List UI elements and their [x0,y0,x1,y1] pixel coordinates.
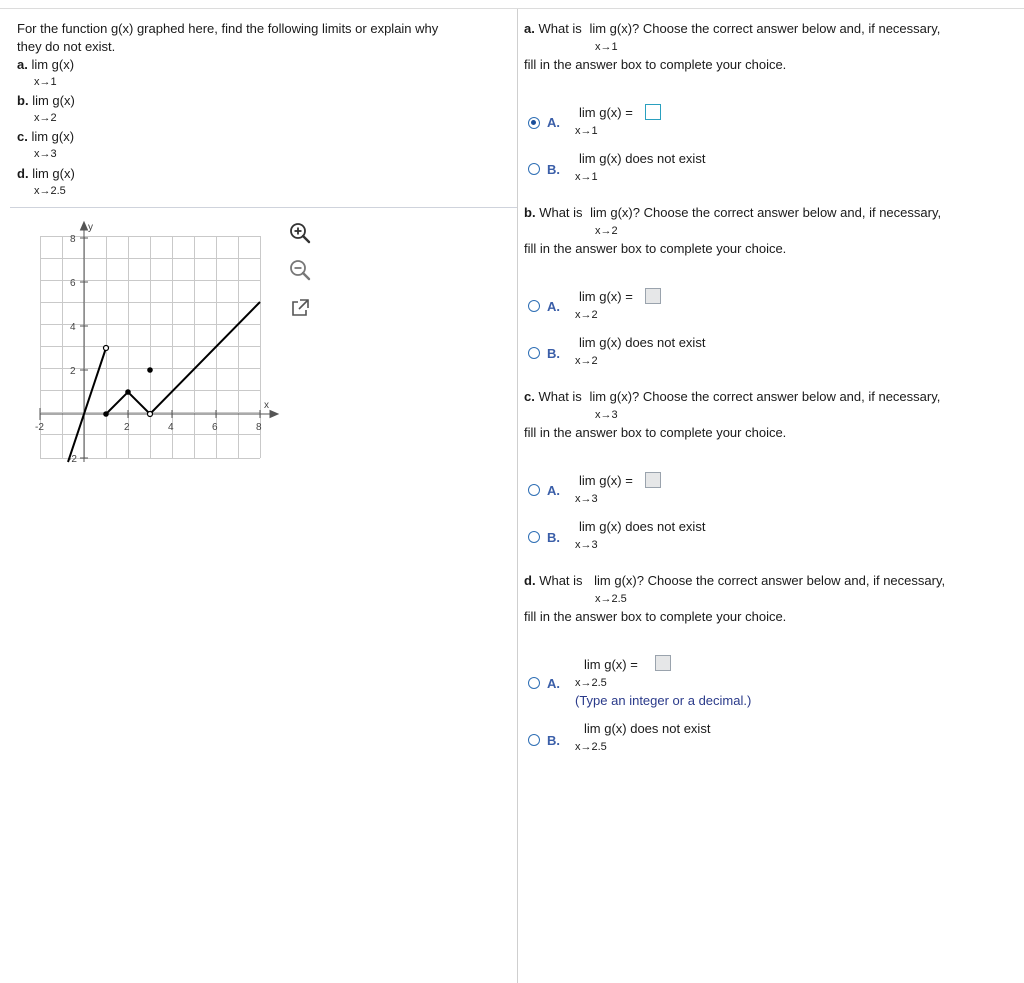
question-prefix: What is [539,205,583,220]
question-b-prompt [524,205,941,220]
question-c-prompt [524,389,940,404]
open-point [104,346,109,351]
option-b-label: B. [547,733,560,748]
question-d-approach: x→2.5 [595,593,627,605]
option-b-radio[interactable] [528,163,540,175]
x-tick-label: -2 [35,422,44,433]
option-a-approach: x→2 [575,309,598,321]
question-lim: lim g(x)? [589,389,640,404]
question-a-prompt [524,21,940,36]
zoom-in-icon [288,221,312,245]
question-d-prompt [524,573,945,588]
option-a-approach: x→1 [575,125,598,137]
question-c-line2: fill in the answer box to complete your choice. [524,425,787,440]
option-b-approach: x→3 [575,539,598,551]
option-b-approach: x→2.5 [575,741,607,753]
curve-segment [106,302,260,414]
question-label: c. [524,389,535,404]
part-label: b. [17,93,29,108]
option-a-label: A. [547,299,560,314]
option-a-text: lim g(x) = [579,473,633,488]
x-axis-label: x [264,400,269,411]
function-graph [30,218,280,468]
part-c-approach: x→3 [34,148,57,160]
option-a-label: A. [547,115,560,130]
zoom-out-icon [288,258,312,282]
option-b-approach: x→2 [575,355,598,367]
zoom-in-button[interactable] [288,221,312,245]
question-label: d. [524,573,536,588]
option-a-radio[interactable] [528,117,540,129]
option-b-radio[interactable] [528,734,540,746]
answer-input[interactable] [645,472,661,488]
option-b-text: lim g(x) does not exist [584,721,711,736]
y-tick-label: 6 [70,278,76,289]
y-axis-label: y [88,222,93,233]
part-label: a. [17,57,28,72]
x-tick-label: 6 [212,422,218,433]
option-a-text: lim g(x) = [579,105,633,120]
part-expr: lim g(x) [31,57,75,72]
option-b-label: B. [547,162,560,177]
question-lim: lim g(x)? [594,573,644,588]
question-label: a. [524,21,535,36]
answer-input[interactable] [645,104,661,120]
part-label: d. [17,166,29,181]
question-prefix: What is [539,573,583,588]
option-b-label: B. [547,346,560,361]
closed-point [147,367,153,373]
problem-intro-line2: they do not exist. [17,39,116,54]
problem-intro-line1: For the function g(x) graphed here, find the following limits or explain why [17,21,439,36]
y-tick-label: 4 [70,322,76,333]
question-lim: lim g(x)? [589,21,640,36]
top-border [0,8,1024,9]
option-a-radio[interactable] [528,484,540,496]
function-curve [68,302,260,462]
part-b [17,93,75,108]
graph-grid [40,236,261,459]
question-a-approach: x→1 [595,41,618,53]
part-label: c. [17,129,28,144]
part-a [17,57,74,72]
option-b-text: lim g(x) does not exist [579,151,706,166]
x-tick-label: 2 [124,422,130,433]
zoom-out-button[interactable] [288,258,312,282]
part-b-approach: x→2 [34,112,57,124]
option-b-approach: x→1 [575,171,598,183]
part-a-approach: x→1 [34,76,57,88]
x-axis-arrow [270,411,278,418]
question-suffix: Choose the correct answer below and, if necessary, [642,389,941,404]
question-b-line2: fill in the answer box to complete your choice. [524,241,787,256]
option-a-radio[interactable] [528,300,540,312]
option-a-label: A. [547,483,560,498]
question-lim: lim g(x)? [590,205,640,220]
part-expr: lim g(x) [32,166,75,181]
question-prefix: What is [538,389,582,404]
left-section-divider [10,207,517,208]
x-tick-label: 4 [168,422,174,433]
option-b-text: lim g(x) does not exist [579,335,706,350]
question-suffix: Choose the correct answer below and, if necessary, [647,573,946,588]
question-suffix: Choose the correct answer below and, if necessary, [643,205,942,220]
option-a-label: A. [547,676,560,691]
x-tick-label: 8 [256,422,262,433]
y-tick-label: 2 [70,366,76,377]
answer-input[interactable] [655,655,671,671]
option-b-text: lim g(x) does not exist [579,519,706,534]
option-a-text: lim g(x) = [579,289,633,304]
question-a-line2: fill in the answer box to complete your choice. [524,57,787,72]
option-a-approach: x→3 [575,493,598,505]
y-tick-label: -2 [68,454,77,465]
option-a-text: lim g(x) = [584,657,638,672]
option-b-radio[interactable] [528,531,540,543]
closed-point [103,411,109,417]
option-b-label: B. [547,530,560,545]
y-axis-arrow [81,222,88,230]
closed-point [125,389,131,395]
question-d-line2: fill in the answer box to complete your choice. [524,609,787,624]
y-tick-label: 8 [70,234,76,245]
part-d [17,166,75,181]
option-b-radio[interactable] [528,347,540,359]
question-label: b. [524,205,536,220]
open-external-button[interactable] [288,296,312,320]
answer-format-hint: (Type an integer or a decimal.) [575,693,752,708]
part-expr: lim g(x) [32,93,75,108]
option-a-radio[interactable] [528,677,540,689]
open-point [148,412,153,417]
question-prefix: What is [538,21,582,36]
question-suffix: Choose the correct answer below and, if necessary, [642,21,941,36]
part-expr: lim g(x) [31,129,75,144]
part-d-approach: x→2.5 [34,185,66,197]
question-b-approach: x→2 [595,225,618,237]
panel-divider [517,9,518,983]
answer-input[interactable] [645,288,661,304]
part-c [17,129,74,144]
option-a-approach: x→2.5 [575,677,607,689]
external-link-icon [288,296,312,320]
question-c-approach: x→3 [595,409,618,421]
